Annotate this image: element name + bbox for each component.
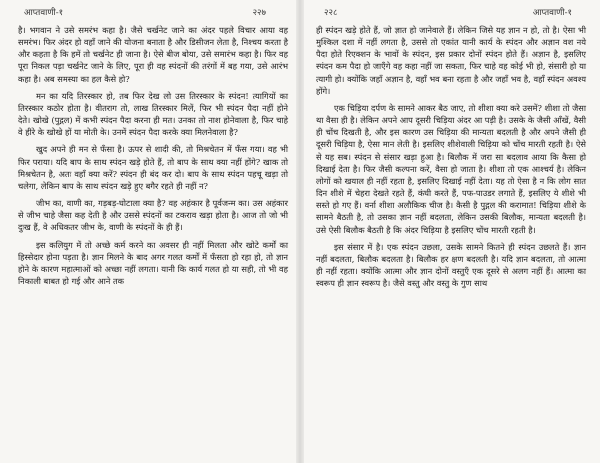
right-paragraph-1: ही स्पंदन खड़े होते हैं, जो ज्ञात हो जानेवाले हैं। लेकिन जिसे यह ज्ञान न हो, तो है। ऐसा भी मुश्किल दशा में नहीं लगता है, उससे तो एकांत यानी कार्य के स्पंदन और अज्ञान वश नये पैदा होते रिएक्शन के भावों के स्पंदन, इस प्रकार दोनों स्पंदन होते हैं। अज्ञान है, इसलिए स्पंदन कम पैदा हो जाएँगे वह कहा नहीं जा सकता, फिर चाहे वह कोई भी हो, संसारी हो या त्यागी हो। क्योंकि जहाँ अज्ञान है, वहाँ भव बना रहता है और जहाँ भव है, वहाँ स्पंदन अवश्य होंगे। <box>316 25 586 96</box>
right-page <box>300 0 600 463</box>
left-paragraph-1: है। भगवान ने उसे समरंभ कहा है। जैसे चर्खनेट जाने का अंदर पहले विचार आया वह समरंभ। फिर अंदर हो वहाँ जाने की योजना बनाता है और डिसीजन लेता है, निश्चय करता है और कहता है कि हमें तो चर्खनेट ही जाना है। ऐसे बीज बोया, उसे समारंभ कहा है। फिर वह पूरा निकल पड़ा चर्खनेट जाने के लिए, पूरा ही वह स्पंदनों की तरंगों में बह गया, उसे आरंभ कहा है। अब समस्या का हल कैसे हो? <box>18 25 288 84</box>
left-page-number: २२७ <box>252 8 266 18</box>
right-page-header-title: आप्तवाणी-१ <box>532 8 572 18</box>
right-paragraph-3: इस संसार में है। एक स्पंदन उछला, उसके सामने कितने ही स्पंदन उछलते हैं। ज्ञान नहीं बदलता, बिलौक बदलता है। बिलौक हर क्षण बदलती है। यदि ज्ञान बदलता, तो आत्मा ही नहीं रहता। क्योंकि आत्मा और ज्ञान दोनों वस्तुएँ एक दूसरे से अलग नहीं हैं। आत्मा का स्वरूप ही ज्ञान स्वरूप है। जैसे वस्तु और वस्तु के गुण साथ <box>316 241 586 289</box>
right-paragraph-2: एक चिड़िया दर्पण के सामने आकर बैठ जाए, तो शीशा क्या करे उसमें? शीशा तो जैसा था वैसा ही है। लेकिन अपने आप दूसरी चिड़िया अंदर आ पड़ी है। उसके के जैसी आँखें, वैसी ही चोंच दिखती है, और इस कारण उस चिड़िया की मान्यता बदलती है और अपने जैसी ही दूसरी चिड़िया है, ऐसा मान लेती है। इसलिए शीशेवाली चिड़िया को चोंच मारती रहती है। ऐसे से यह सब। स्पंदन से संसार खड़ा हुआ है। बिलौक में जरा सा बदलाव आया कि कैसा हो दिखाई देता है। फिर जैसी कल्पना करें, वैसा हो जाता है। शीशा तो एक आश्चर्य है। लेकिन लोगों को खयाल ही नहीं रहता है, इसलिए दिखाई नहीं देता। यह तो ऐसा है न कि लोग सात दिन शीशे में चेहरा देखते रहते हैं, कंघी करते हैं, पफ-पाउडर लगाते हैं, इसलिए ये शीशे भी सस्ते हो गए हैं। वर्ना शीशा अलौकिक चीज है। कैसी है पुद्गल की करामात! चिड़िया शीशे के सामने बैठती है, तो उसका ज्ञान नहीं बदलता, लेकिन उसकी बिलौक, मान्यता बदलती है। उसे ऐसी बिलौक बैठती है कि अंदर चिड़िया है इसलिए चोंच मारती रहती है। <box>316 102 586 235</box>
left-paragraph-3: खुद अपने ही मन से फँसा है। ऊपर से शादी की, तो मिश्रचेतन में फँस गया। वह भी फिर पराया। यदि बाप के साथ स्पंदन खड़े होते हैं, तो बाप के साथ क्या नहीं होंगे? खाक तो मिश्रचेतन है, अतः वहाँ क्या करें? स्पंदन ही बंद कर दो। बाप के साथ स्पंदन पहचू खड़ा तो चलेगा, लेकिन बाप के साथ स्पंदन खड़े हुए बगैर रहते ही नहीं न? <box>18 144 288 191</box>
left-page-body <box>18 24 288 287</box>
left-paragraph-5: इस कलियुग में तो अच्छे कर्म करने का अवसर ही नहीं मिलता और खोटे कर्मों का हिस्सेदार होना पड़ता है। ज्ञान मिलने के बाद अगर गलत कर्मों में फँसता हो रहा हो, तो ज्ञान होने के कारण महात्माओं को अच्छा नहीं लगता। यानी कि कार्य गलत हो या सही, तो भी वह निकाली बाबत हो गई और आने तक <box>18 239 288 286</box>
left-paragraph-2: मन का यदि तिरस्कार हो, तब फिर देख लो उस तिरस्कार के स्पंदन! त्यागियों का तिरस्कार कठोर होता है। वीतराग तो, लाख तिरस्कार मिलें, फिर भी स्पंदन पैदा नहीं होने देते। खोखे (पुद्गल) में कभी स्पंदन पैदा करना ही मत। उनका तो नाश होनेवाला है, फिर चाहे वे हीरे के खोखे हों या मोती के। उनमें स्पंदन पैदा करके क्या मिलनेवाला है? <box>18 90 288 138</box>
left-paragraph-4: जीभ का, वाणी का, गड़बड़-घोटाला क्या है? वह अहंकार है पूर्वजन्म का। उस अहंकार से जीभ चाहे जैसा कह देती है और उससे स्पंदनों का टकराव खड़ा होता है। आज तो जो भी दुःख हैं, वे अधिकतर जीभ के, वाणी के स्पंदनों के ही हैं। <box>18 198 288 233</box>
right-page-body <box>316 24 586 289</box>
right-page-number: २२८ <box>324 8 338 18</box>
left-page-header-title: आप्तवाणी-१ <box>24 8 64 18</box>
